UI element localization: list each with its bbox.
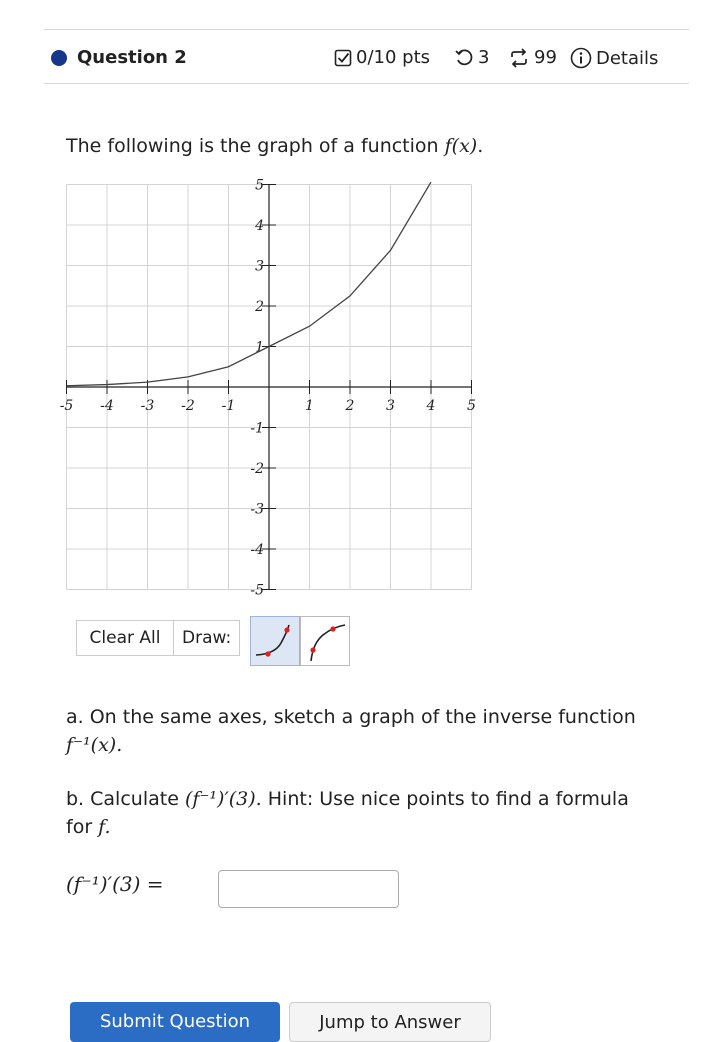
function-graph[interactable]	[59, 177, 482, 601]
attempts-value: 99	[534, 47, 557, 68]
points-value: 0/10 pts	[356, 47, 431, 68]
x-tick-label: -5	[59, 398, 74, 414]
part-b	[66, 785, 629, 841]
checkbox-check-icon	[334, 49, 352, 67]
y-tick-label: -4	[250, 542, 264, 558]
draw-label: Draw:	[174, 620, 240, 656]
question-header	[44, 30, 689, 84]
info-icon	[570, 47, 592, 69]
question-status-dot	[51, 50, 67, 66]
prompt-function: f(x)	[444, 135, 478, 157]
part-a-expr: f⁻¹(x).	[66, 734, 123, 756]
x-tick-label: -4	[100, 398, 114, 414]
clear-all-button[interactable]: Clear All	[76, 620, 174, 656]
y-tick-label: 2	[255, 299, 264, 315]
x-tick-label: 4	[426, 398, 436, 414]
prompt-text: The following is the graph of a function	[66, 135, 439, 157]
repeat-icon	[508, 48, 530, 68]
part-b-expr: (f⁻¹)′(3).	[184, 788, 262, 810]
undo-icon	[454, 48, 474, 68]
part-b-text-before: b. Calculate	[66, 788, 179, 810]
logarithmic-curve-icon	[301, 617, 349, 665]
part-a	[66, 703, 636, 759]
y-tick-label: 4	[255, 218, 264, 234]
x-tick-label: -2	[181, 398, 195, 414]
y-tick-label: -3	[250, 501, 264, 518]
x-tick-label: -1	[221, 398, 236, 414]
details-button[interactable]	[570, 47, 658, 69]
answer-input[interactable]	[218, 870, 399, 908]
question-title: Question 2	[77, 47, 187, 68]
x-tick-label: 3	[386, 398, 395, 414]
part-a-text: a. On the same axes, sketch a graph of the inverse function	[66, 706, 636, 728]
attempts-display	[508, 47, 557, 68]
y-tick-label: 1	[255, 339, 264, 356]
exponential-curve-icon	[251, 617, 299, 665]
retries-display	[454, 47, 489, 68]
points-display	[334, 47, 430, 68]
part-b-line2-expr: f.	[98, 816, 111, 838]
part-b-text-after: Hint: Use nice points to find a formula	[267, 788, 629, 810]
answer-label: (f⁻¹)′(3) =	[66, 872, 164, 896]
function-curve	[67, 182, 432, 386]
logarithmic-tool-button[interactable]	[300, 616, 350, 666]
x-tick-label: 2	[345, 398, 355, 414]
y-tick-label: 3	[255, 258, 264, 275]
x-tick-label: 1	[305, 398, 314, 414]
submit-question-button[interactable]: Submit Question	[70, 1002, 280, 1042]
y-tick-label: -2	[250, 461, 264, 477]
y-tick-label: -5	[250, 582, 264, 599]
exponential-tool-button[interactable]	[250, 616, 300, 666]
question-prompt: The following is the graph of a function f(x).	[66, 135, 484, 157]
jump-to-answer-button[interactable]: Jump to Answer	[289, 1002, 491, 1042]
x-tick-label: -3	[140, 398, 155, 414]
x-tick-label: 5	[467, 398, 476, 414]
retries-value: 3	[478, 47, 490, 68]
details-label: Details	[596, 47, 659, 69]
y-tick-label: -1	[250, 420, 264, 437]
y-tick-label: 5	[255, 177, 264, 194]
part-b-line2: for	[66, 816, 93, 838]
